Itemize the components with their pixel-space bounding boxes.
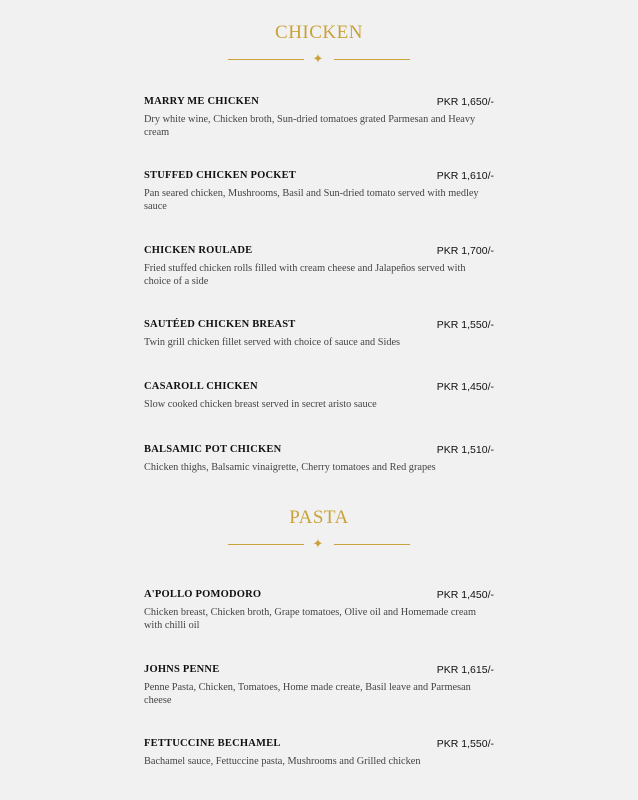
menu-item-name: SAUTÉED CHICKEN BREAST [144,319,296,330]
menu-item-description: Fried stuffed chicken rolls filled with cream cheese and Jalapeños served with choice of a side [144,263,466,287]
menu-item [144,444,496,474]
menu-item [144,170,496,213]
menu-item-name: FETTUCCINE BECHAMEL [144,738,281,749]
divider-line-left [228,59,304,60]
menu-item [144,589,496,632]
menu-item-price: PKR 1,650/- [436,96,494,108]
menu-item-name: MARRY ME CHICKEN [144,96,260,107]
menu-item [144,245,496,288]
menu-item-description: Slow cooked chicken breast served in secret aristo sauce [144,399,377,410]
menu-item-description: Twin grill chicken fillet served with choice of sauce and Sides [144,337,401,348]
menu-item [144,319,496,349]
menu-item-price: PKR 1,510/- [436,444,494,456]
section-title-pasta: PASTA [289,507,349,528]
menu-item-price: PKR 1,615/- [436,664,494,676]
section-divider [228,54,410,66]
menu-item-price: PKR 1,450/- [436,589,494,601]
menu-item [144,738,496,768]
menu-item-description: Pan seared chicken, Mushrooms, Basil and Sun-dried tomato served with medley sauce [144,188,479,212]
menu-item-name: BALSAMIC POT CHICKEN [144,444,282,455]
menu-item-description: Dry white wine, Chicken broth, Sun-dried tomatoes grated Parmesan and Heavy cream [144,114,476,138]
menu-item-name: STUFFED CHICKEN POCKET [144,170,296,181]
menu-item-description: Chicken breast, Chicken broth, Grape tomatoes, Olive oil and Homemade cream with chilli oil [144,607,476,631]
four-point-star-icon: ✦ [312,52,324,67]
section-divider [228,539,410,551]
menu-item-name: A'POLLO POMODORO [144,589,262,600]
menu-item [144,664,496,707]
divider-line-right [334,544,410,545]
section-title-chicken: CHICKEN [275,22,363,43]
menu-item-price: PKR 1,610/- [436,170,494,182]
menu-item-price: PKR 1,700/- [436,245,494,257]
four-point-star-icon: ✦ [312,537,324,552]
divider-line-left [228,544,304,545]
divider-line-right [334,59,410,60]
menu-item-price: PKR 1,550/- [436,319,494,331]
menu-item [144,381,496,411]
menu-item-price: PKR 1,450/- [436,381,494,393]
menu-item-name: CHICKEN ROULADE [144,245,253,256]
menu-item-description: Bachamel sauce, Fettuccine pasta, Mushrooms and Grilled chicken [144,756,421,767]
menu-item-name: CASAROLL CHICKEN [144,381,258,392]
menu-item-description: Chicken thighs, Balsamic vinaigrette, Cherry tomatoes and Red grapes [144,462,436,473]
menu-item-description: Penne Pasta, Chicken, Tomatoes, Home made create, Basil leave and Parmesan cheese [144,682,471,706]
menu-item-price: PKR 1,550/- [436,738,494,750]
menu-item [144,96,496,139]
menu-item-name: JOHNS PENNE [144,664,220,675]
